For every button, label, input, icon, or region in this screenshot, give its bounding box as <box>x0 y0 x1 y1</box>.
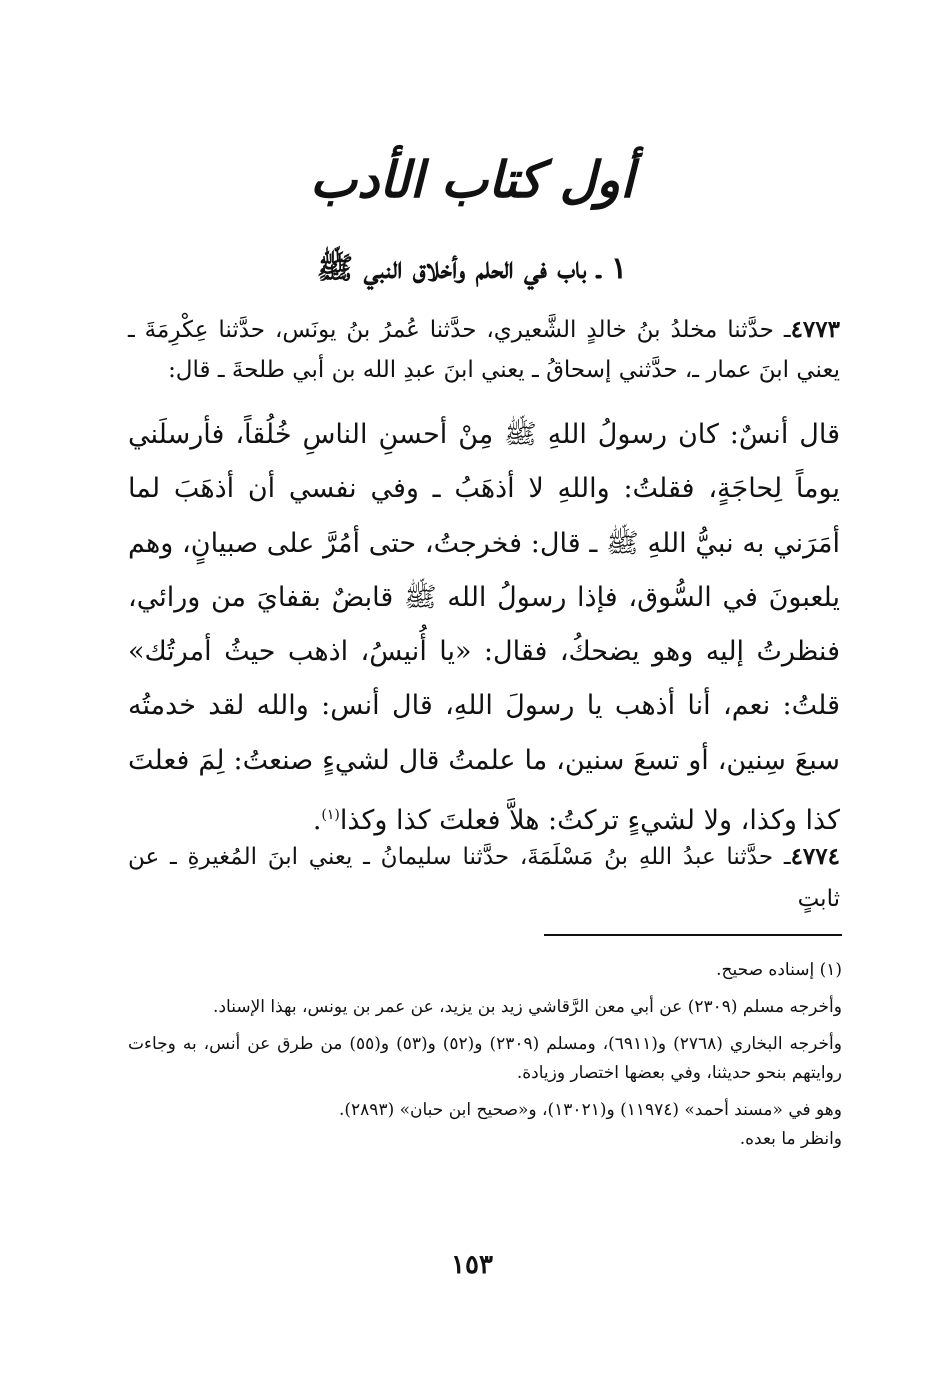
hadith-matn-text: قال أنسٌ: كان رسولُ اللهِ ﷺ مِنْ أحسنِ الناسِ خُلُقاً، فأرسلَني يوماً لِحاجَةٍ، فقلتُ: واللهِ لا أذهَبُ ـ وفي نفسي أن أذهَبَ لما أمَرَني به نبيُّ اللهِ ﷺ ـ قال: فخرجتُ، حتى أمُرَّ على صبيانٍ، وهم يلعبونَ في السُّوق، فإذا رسولُ الله ﷺ قابضٌ بقفايَ من ورائي، فنظرتُ إليه وهو يضحكُ، فقال: «يا أُنيسُ، اذهب حيثُ أمرتُك» قلتُ: نعم، أنا أذهب يا رسولَ اللهِ، قال أنس: والله لقد خدمتُه سبعَ سِنين، أو تسعَ سنين، ما علمتُ قال لشيءٍ صنعتُ: لِمَ فعلتَ كذا وكذا، ولا لشيءٍ تركتُ: هلاَّ فعلتَ كذا وكذا <box>128 419 840 837</box>
footnote-reference[interactable]: (١) <box>321 807 340 824</box>
footnote-line: وأخرجه مسلم (٢٣٠٩) عن أبي معن الرَّقاشي زيد بن يزيد، عن عمر بن يونس، بهذا الإسناد. <box>213 997 842 1017</box>
footnote-line: وانظر ما بعده. <box>739 1129 842 1149</box>
footnote-separator <box>544 934 842 936</box>
hadith-isnad-text: ـ حدَّثنا مخلدُ بنُ خالدٍ الشَّعيري، حدَّثنا عُمرُ بنُ يونَس، حدَّثنا عِكْرِمَةَ ـ يعني ابنَ عمار ـ، حدَّثني إسحاقُ ـ يعني ابنَ عبدِ الله بن أبي طلحةَ ـ قال: <box>128 317 840 383</box>
footnote-line: وهو في «مسند أحمد» (١١٩٧٤) و(١٣٠٢١)، و«صحيح ابن حبان» (٢٨٩٣). <box>339 1100 842 1120</box>
footnote-line: وأخرجه البخاري (٢٧٦٨) و(٦٩١١)، ومسلم (٢٣٠٩) و(٥٢) و(٥٣) و(٥٥) من طرق عن أنس، به وجاءت روايتهم بنحو حديثنا، وفي بعضها اختصار وزيادة. <box>128 1034 842 1083</box>
hadith-4774-text: ـ حدَّثنا عبدُ اللهِ بنُ مَسْلَمَةَ، حدَّثنا سليمانُ ـ يعني ابنَ المُغيرةِ ـ عن ثابتٍ <box>128 844 840 912</box>
hadith-4774 <box>128 836 840 920</box>
footnotes <box>128 956 842 1162</box>
page-number: ١٥٣ <box>451 1250 493 1280</box>
hadith-4773-matn <box>128 408 840 848</box>
hadith-4773-isnad <box>128 310 840 390</box>
sentence-end: . <box>312 805 322 837</box>
chapter-title: ١ ـ باب في الحلم وأخلاق النبي ﷺ <box>316 251 628 286</box>
hadith-number: ٤٧٧٣ <box>790 316 840 343</box>
hadith-number: ٤٧٧٤ <box>790 843 840 870</box>
book-title: أول كتاب الأدب <box>309 150 635 209</box>
footnote-line: (١) إسناده صحيح. <box>716 960 842 980</box>
